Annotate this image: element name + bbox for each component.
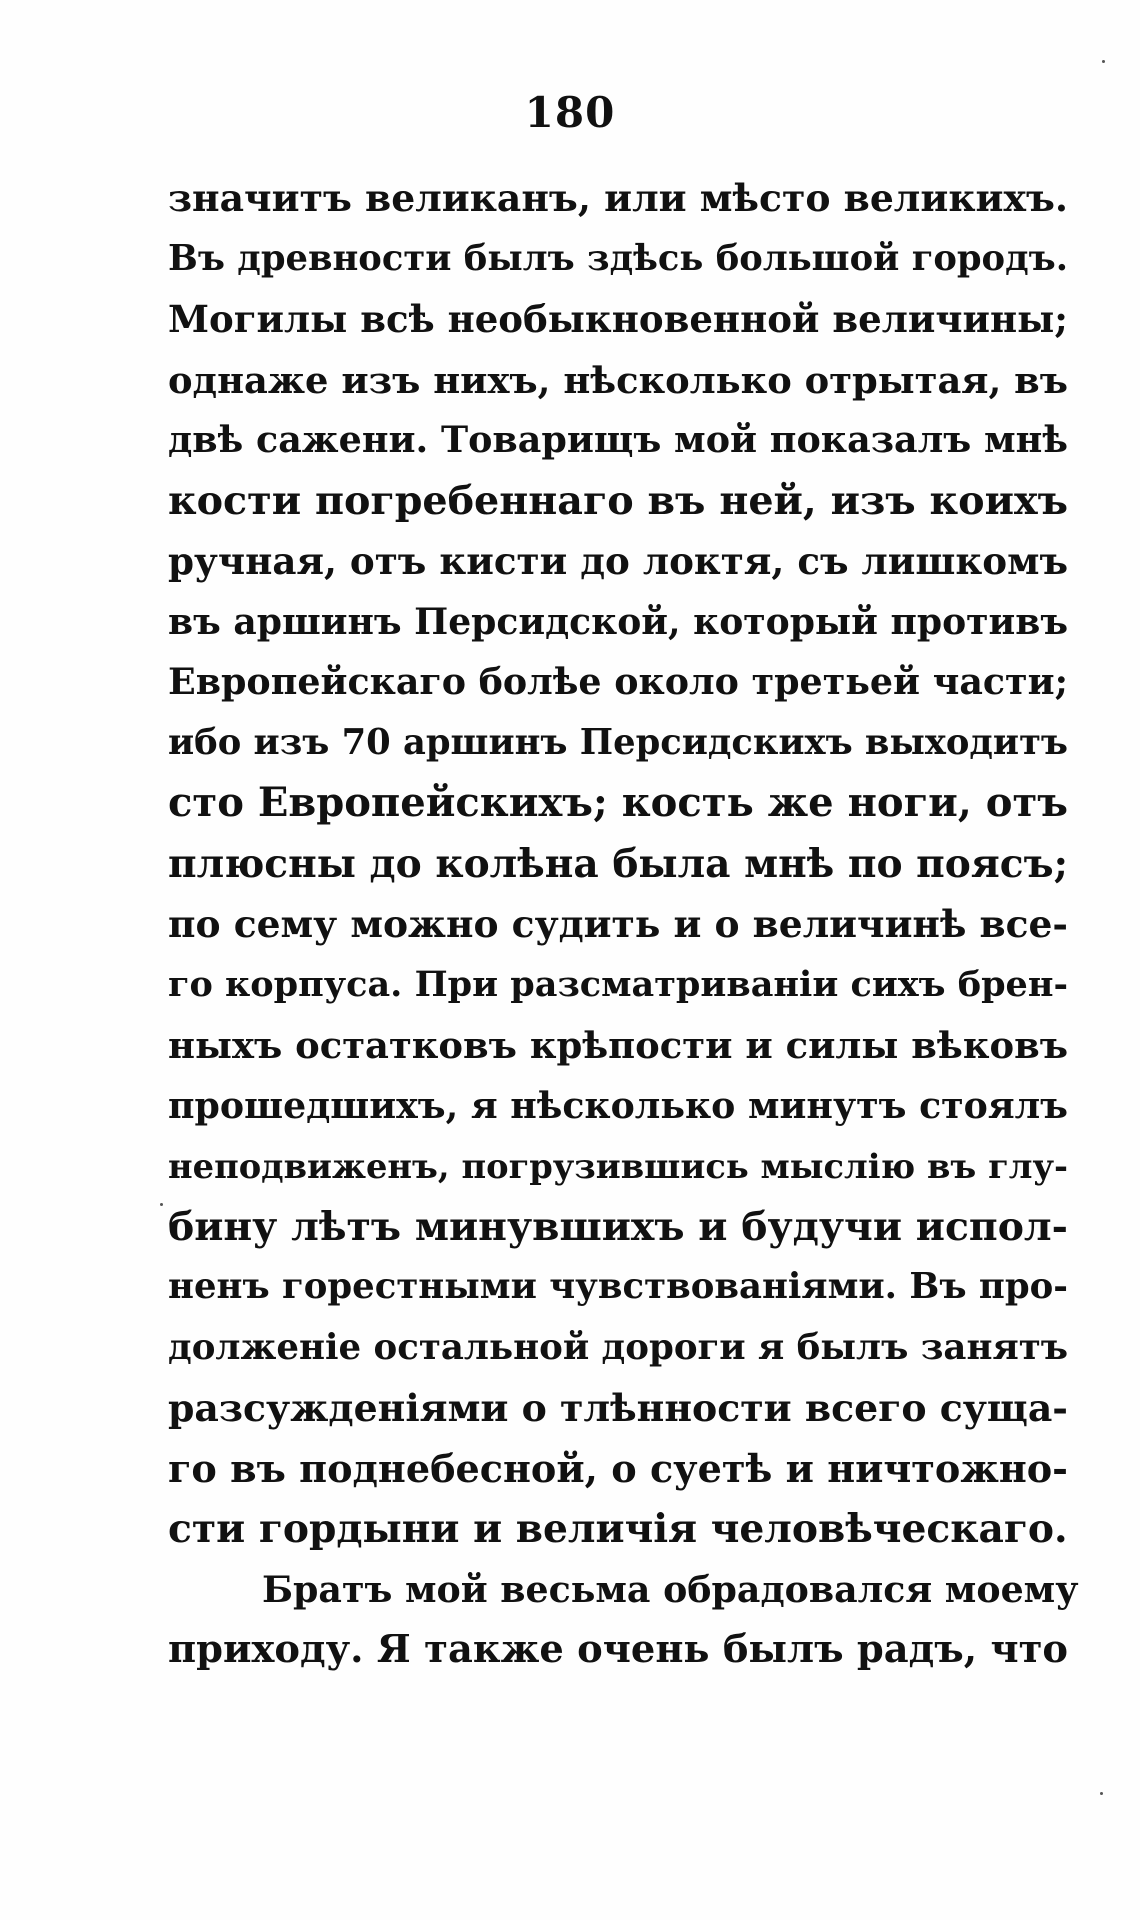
text-line: плюсны до колѣна была мнѣ по поясъ; <box>168 840 1069 887</box>
body-text <box>168 168 1079 1681</box>
text-line: въ аршинъ Персидской, который противъ <box>168 599 1068 643</box>
text-line: ныхъ остатковъ крѣпости и силы вѣковъ <box>168 1023 1068 1067</box>
text-line: по сему можно судить и о величинѣ все- <box>168 902 1068 946</box>
scan-speck <box>160 1203 163 1206</box>
text-line: долженіе остальной дороги я былъ занятъ <box>168 1326 1069 1368</box>
text-line: Европейскаго болѣе около третьей части; <box>168 660 1068 703</box>
scan-speck <box>1102 60 1105 63</box>
text-line: значитъ великанъ, или мѣсто великихъ. <box>168 176 1068 220</box>
scan-speck <box>1100 1792 1103 1795</box>
text-line: разсужденіями о тлѣнности всего суща- <box>168 1386 1068 1430</box>
text-line: го корпуса. При разсматриваніи сихъ брен- <box>168 963 1068 1005</box>
text-line: неподвиженъ, погрузившись мыслію въ глу- <box>168 1146 1068 1186</box>
text-line: бину лѣтъ минувшихъ и будучи испол- <box>168 1203 1068 1250</box>
text-line: кости погребеннаго въ ней, изъ коихъ <box>168 477 1068 524</box>
text-line: сто Европейскихъ; кость же ноги, отъ <box>168 779 1068 826</box>
page-number: 180 <box>524 88 616 137</box>
text-line: го въ поднебесной, о суетѣ и ничтожно- <box>168 1445 1068 1491</box>
text-line: ненъ горестными чувствованіями. Въ про- <box>168 1266 1068 1307</box>
text-line: Въ древности былъ здѣсь большой городъ. <box>168 237 1068 279</box>
text-line: ибо изъ 70 аршинъ Персидскихъ выходитъ <box>168 721 1068 763</box>
text-line: ручная, отъ кисти до локтя, съ лишкомъ <box>168 539 1068 583</box>
text-line: сти гордыни и величія человѣческаго. <box>168 1506 1068 1552</box>
text-line: приходу. Я также очень былъ радъ, что <box>168 1627 1068 1672</box>
text-line: Братъ мой весьма обрадовался моему <box>262 1567 1079 1611</box>
text-line: двѣ сажени. Товарищъ мой показалъ мнѣ <box>168 418 1068 461</box>
text-line: Могилы всѣ необыкновенной величины; <box>168 297 1068 341</box>
text-line: прошедшихъ, я нѣсколько минутъ стоялъ <box>168 1083 1068 1127</box>
text-line: однаже изъ нихъ, нѣсколько отрытая, въ <box>168 357 1068 402</box>
